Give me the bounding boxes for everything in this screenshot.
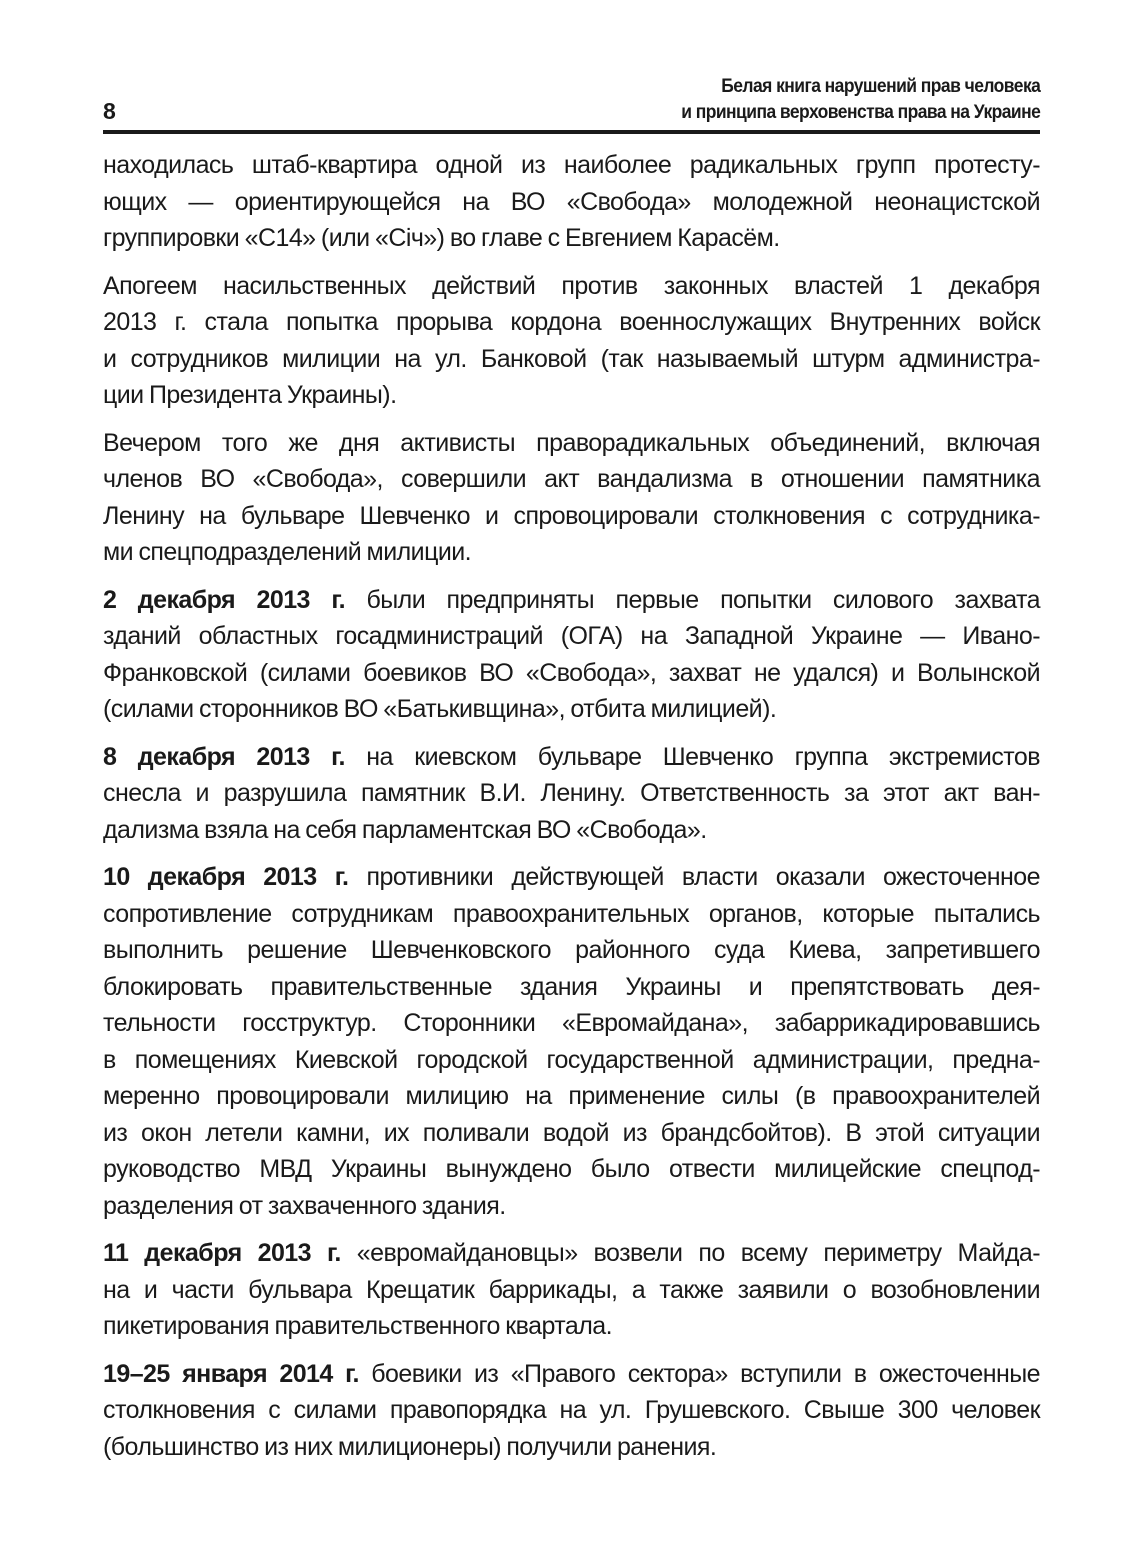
line-text: тельности госструктур. Сторонники «Евромайдана», забаррикадировавшись — [103, 1009, 1040, 1037]
line-text: разделения от захваченного здания. — [103, 1191, 506, 1220]
running-title-line-2: и принципа верховенства права на Украине — [680, 102, 1040, 123]
text-line — [103, 1356, 1040, 1393]
line-text: пикетирования правительственного квартала. — [103, 1312, 613, 1340]
text-line — [103, 691, 1040, 728]
paragraph — [103, 1235, 1040, 1345]
line-text: Франковской (силами боевиков ВО «Свобода», захват не удался) и Волынской — [103, 658, 1040, 687]
body-text — [103, 147, 1040, 1476]
line-text: (силами сторонников ВО «Батькивщина», отбита милицией). — [103, 695, 777, 723]
line-text: дализма взяла на себя парламентская ВО «Свобода». — [103, 815, 707, 844]
date-heading: 10 декабря 2013 г. — [103, 863, 349, 891]
paragraph — [103, 859, 1040, 1224]
line-text: в помещениях Киевской городской государственной администрации, предна- — [103, 1045, 1040, 1074]
line-text: из окон летели камни, их поливали водой из брандсбойтов). В этой ситуации — [103, 1118, 1040, 1147]
text-line — [103, 1272, 1040, 1309]
line-text: противники действующей власти оказали ожесточенное — [348, 863, 1040, 891]
line-text: ми спецподразделений милиции. — [103, 538, 472, 566]
line-text: (большинство из них милиционеры) получили ранения. — [103, 1432, 717, 1461]
text-line — [103, 812, 1040, 849]
line-text: снесла и разрушила памятник В.И. Ленину. Ответственность за этот акт ван- — [103, 779, 1040, 807]
line-text: боевики из «Правого сектора» вступили в ожесточенные — [358, 1359, 1040, 1388]
line-text: Апогеем насильственных действий против законных властей 1 декабря — [103, 271, 1040, 300]
text-line — [103, 1115, 1040, 1152]
header-rule — [103, 130, 1040, 134]
text-line — [103, 859, 1040, 896]
line-text: меренно провоцировали милицию на применение силы (в правоохранителей — [103, 1082, 1040, 1110]
line-text: были предприняты первые попытки силового захвата — [345, 585, 1040, 614]
text-line — [103, 425, 1040, 462]
text-line — [103, 341, 1040, 378]
text-line — [103, 268, 1040, 305]
line-text: сопротивление сотрудникам правоохранительных органов, которые пытались — [103, 899, 1040, 928]
paragraph — [103, 147, 1040, 257]
text-line — [103, 534, 1040, 571]
line-text: и сотрудников милиции на ул. Банковой (так называемый штурм администра- — [103, 344, 1040, 373]
line-text: Ленину на бульваре Шевченко и спровоцировали столкновения с сотрудника- — [103, 501, 1040, 530]
date-heading: 19–25 января 2014 г. — [103, 1359, 359, 1388]
line-text: столкновения с силами правопорядка на ул. Грушевского. Свыше 300 человек — [103, 1396, 1040, 1424]
line-text: Вечером того же дня активисты праворадикальных объединений, включая — [103, 428, 1040, 457]
line-text: «евромайдановцы» возвели по всему периметру Майда- — [340, 1239, 1041, 1267]
text-line — [103, 1235, 1040, 1272]
text-line — [103, 1188, 1040, 1225]
paragraph — [103, 582, 1040, 728]
text-line — [103, 1308, 1040, 1345]
line-text: руководство МВД Украины вынуждено было отвести милицейские спецпод- — [103, 1155, 1040, 1183]
line-text: выполнить решение Шевченковского районного суда Киева, запретившего — [103, 936, 1040, 964]
text-line — [103, 1005, 1040, 1042]
line-text: зданий областных госадминистраций (ОГА) на Западной Украине — Ивано- — [103, 622, 1040, 650]
text-line — [103, 618, 1040, 655]
date-heading: 11 декабря 2013 г. — [103, 1239, 341, 1267]
text-line — [103, 1078, 1040, 1115]
text-line — [103, 1151, 1040, 1188]
paragraph — [103, 425, 1040, 571]
line-text: блокировать правительственные здания Украины и препятствовать дея- — [103, 972, 1040, 1001]
date-heading: 8 декабря 2013 г. — [103, 742, 345, 771]
text-line — [103, 304, 1040, 341]
paragraph — [103, 739, 1040, 849]
text-line — [103, 184, 1040, 221]
running-title — [681, 74, 1040, 126]
text-line — [103, 932, 1040, 969]
text-line — [103, 498, 1040, 535]
line-text: группировки «С14» (или «Січ») во главе с Евгением Карасём. — [103, 224, 780, 252]
paragraph — [103, 1356, 1040, 1466]
line-text: ции Президента Украины). — [103, 381, 397, 409]
line-text: 2013 г. стала попытка прорыва кордона военнослужащих Внутренних войск — [103, 308, 1040, 336]
text-line — [103, 739, 1040, 776]
line-text: находилась штаб-квартира одной из наиболее радикальных групп протесту- — [103, 151, 1040, 179]
text-line — [103, 461, 1040, 498]
text-line — [103, 220, 1040, 257]
running-title-line-1: Белая книга нарушений прав человека — [720, 76, 1040, 97]
page-header — [103, 70, 1040, 132]
text-line — [103, 1392, 1040, 1429]
text-line — [103, 377, 1040, 414]
paragraph — [103, 268, 1040, 414]
text-line — [103, 655, 1040, 692]
line-text: на киевском бульваре Шевченко группа экстремистов — [344, 742, 1040, 771]
text-line — [103, 582, 1040, 619]
text-line — [103, 1042, 1040, 1079]
line-text: на и части бульвара Крещатик баррикады, а также заявили о возобновлении — [103, 1275, 1040, 1304]
line-text: ющих — ориентирующейся на ВО «Свобода» молодежной неонацистской — [103, 187, 1040, 216]
text-line — [103, 1429, 1040, 1466]
text-line — [103, 775, 1040, 812]
text-line — [103, 969, 1040, 1006]
page-number: 8 — [103, 98, 116, 124]
text-line — [103, 147, 1040, 184]
date-heading: 2 декабря 2013 г. — [103, 585, 346, 614]
line-text: членов ВО «Свобода», совершили акт вандализма в отношении памятника — [103, 465, 1040, 493]
text-line — [103, 896, 1040, 933]
